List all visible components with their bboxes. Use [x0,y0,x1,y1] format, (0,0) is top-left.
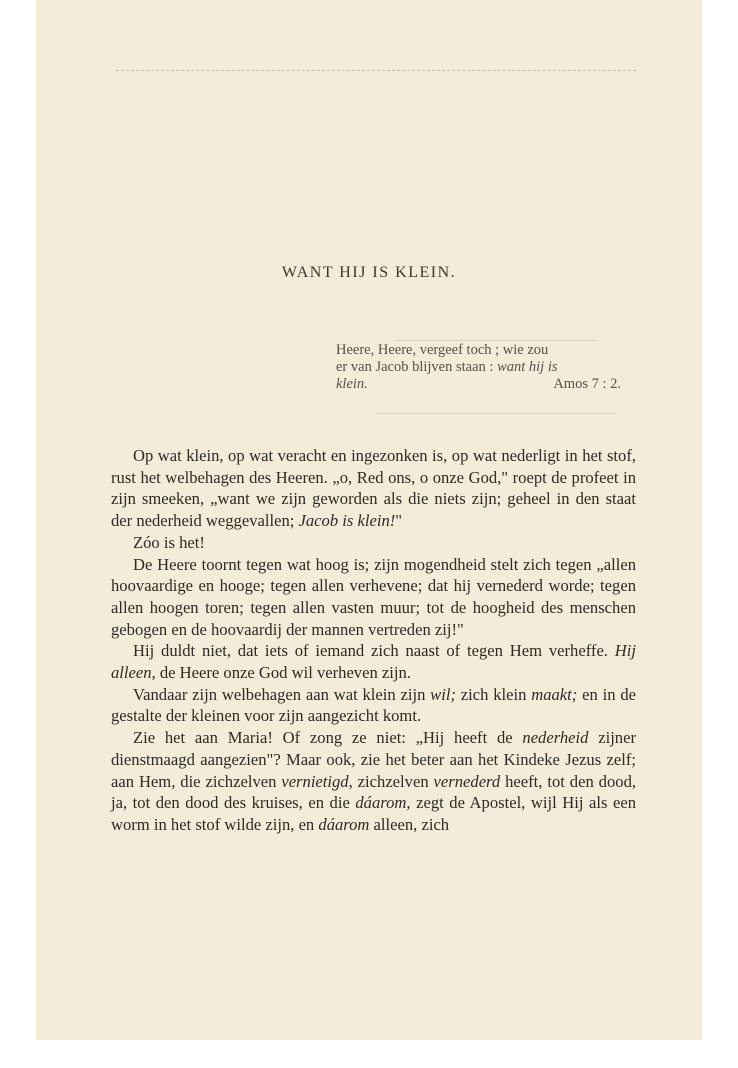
paragraph-6-italic-4: dáarom [355,793,407,813]
paragraph-6-italic-1: nederheid [522,728,589,748]
paragraph-4-text-end: , de Heere onze God wil verheven zijn. [151,663,411,683]
paragraph-6-text-2: zijner dienstmaagd aangezien"? Maar ook, zie het beter aan het Kindeke Jezus zelf; aan Hem, die zichzelven [111,728,636,791]
paragraph-5 [111,684,636,727]
paragraph-1-text: Op wat klein, op wat veracht en ingezonken is, op wat nederligt in het stof, rust het welbehagen des Heeren. „o, Red ons, o onze God," roept de profeet in zijn smeeken, „want we zijn geworden als die niets zijn; geheel in den staat der nederheid weggevallen; [111,446,636,531]
epigraph-line-2-italic: want hij is [497,359,558,375]
chapter-title: WANT HIJ IS KLEIN. [281,264,457,281]
paragraph-6-text-5: , zegt de Apostel, wijl Hij als een worm in het stof wilde zijn, en [111,793,636,834]
paragraph-5-italic-2: maakt; [531,684,578,704]
paragraph-6-italic-3: vernederd [433,771,501,791]
book-page [36,0,702,1040]
paragraph-6-text-3: , zichzelven [348,771,434,791]
epigraph-reference: Amos 7 : 2. [553,376,621,392]
epigraph-line-2-text: er van Jacob blijven staan : [336,359,498,375]
body-text [111,445,636,836]
epigraph [336,342,621,393]
paragraph-5-italic-1: wil; [430,684,456,704]
paragraph-6-italic-2: vernietigd [281,771,349,791]
paragraph-5-text-end: en in de gestalte der kleinen voor zijn aangezicht komt. [111,684,636,726]
epigraph-line-2 [336,359,621,376]
paragraph-6-text-end: alleen, zich [369,814,450,834]
epigraph-line-3 [336,376,621,393]
paragraph-4-italic: Hij alleen [111,641,636,683]
paragraph-6 [111,727,636,836]
paragraph-4-text: Hij duldt niet, dat iets of iemand zich naast of tegen Hem verheffe. [133,641,615,661]
paragraph-6-italic-5: dáarom [318,814,370,834]
epigraph-top-rule [396,340,596,341]
epigraph-line-3-italic: klein. [336,376,368,392]
paragraph-1 [111,445,636,532]
epigraph-line-1: Heere, Heere, vergeef toch ; wie zou [336,342,549,358]
paragraph-5-text: Vandaar zijn welbehagen aan wat klein zijn [133,684,431,704]
header-ornament-rule [116,70,636,71]
paragraph-4 [111,640,636,683]
paragraph-5-text-mid: zich klein [456,684,532,704]
paragraph-6-text-4: heeft, tot den dood, ja, tot den dood des kruises, en die [111,771,637,813]
paragraph-2: Zóo is het! [133,532,205,552]
paragraph-6-text: Zie het aan Maria! Of zong ze niet: „Hij heeft de [133,728,523,748]
paragraph-1-italic: Jacob is klein! [298,511,396,531]
paragraph-3: De Heere toornt tegen wat hoog is; zijn mogendheid stelt zich tegen „allen hoovaardige en hooge; tegen allen verhevene; dat hij vernederd worde; tegen allen hoogen toren; tegen allen vasten muur; tot de hoogheid des menschen gebogen en de hoovaardij der mannen vertreden zij!" [111,554,636,639]
epigraph-bottom-rule [376,413,616,414]
paragraph-1-close-quote: " [395,511,403,531]
